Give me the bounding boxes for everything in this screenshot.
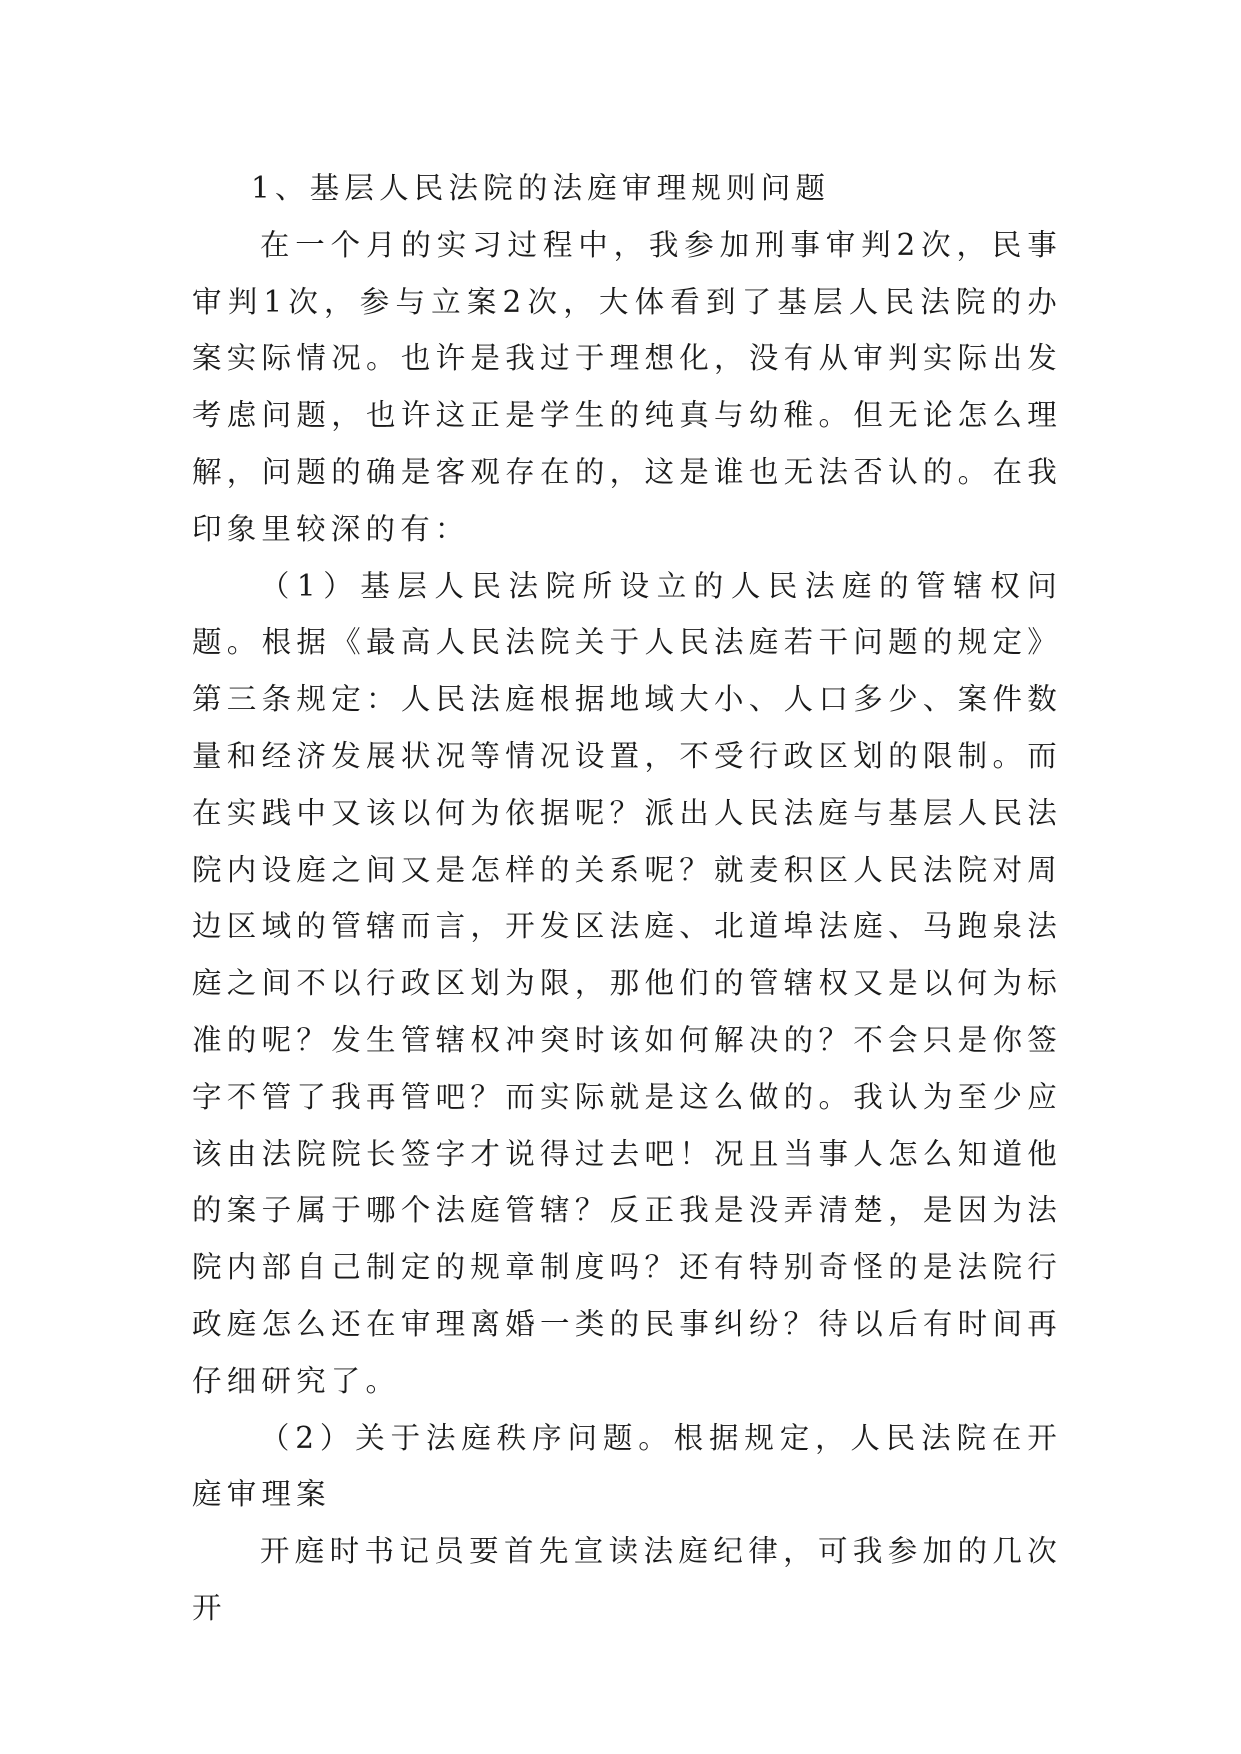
paragraph-internship-overview: 在一个月的实习过程中，我参加刑事审判2次，民事审判1次，参与立案2次，大体看到了基层人民法院的办案实际情况。也许是我过于理想化，没有从审判实际出发考虑问题，也许这正是学生的纯真与幼稚。但无论怎么理解，问题的确是客观存在的，这是谁也无法否认的。在我印象里较深的有： — [192, 227, 1062, 546]
paragraph-court-order-issue: （2）关于法庭秩序问题。根据规定，人民法院在开庭审理案 — [192, 1420, 1062, 1512]
paragraph-jurisdiction-issue: （1）基层人民法院所设立的人民法庭的管辖权问题。根据《最高人民法院关于人民法庭若干问题的规定》第三条规定：人民法庭根据地域大小、人口多少、案件数量和经济发展状况等情况设置，不受行政区划的限制。而在实践中又该以何为依据呢？派出人民法庭与基层人民法院内设庭之间又是怎样的关系呢？就麦积区人民法院对周边区域的管辖而言，开发区法庭、北道埠法庭、马跑泉法庭之间不以行政区划为限，那他们的管辖权又是以何为标准的呢？发生管辖权冲突时该如何解决的？不会只是你签字不管了我再管吧？而实际就是这么做的。我认为至少应该由法院院长签字才说得过去吧！况且当事人怎么知道他的案子属于哪个法庭管辖？反正我是没弄清楚，是因为法院内部自己制定的规章制度吗？还有特别奇怪的是法院行政庭怎么还在审理离婚一类的民事纠纷？待以后有时间再仔细研究了。 — [192, 568, 1062, 1398]
section-heading: 1、基层人民法院的法庭审理规则问题 — [251, 171, 831, 205]
document-body — [192, 160, 1062, 1637]
paragraph-court-discipline: 开庭时书记员要首先宣读法庭纪律，可我参加的几次开 — [192, 1534, 1062, 1625]
